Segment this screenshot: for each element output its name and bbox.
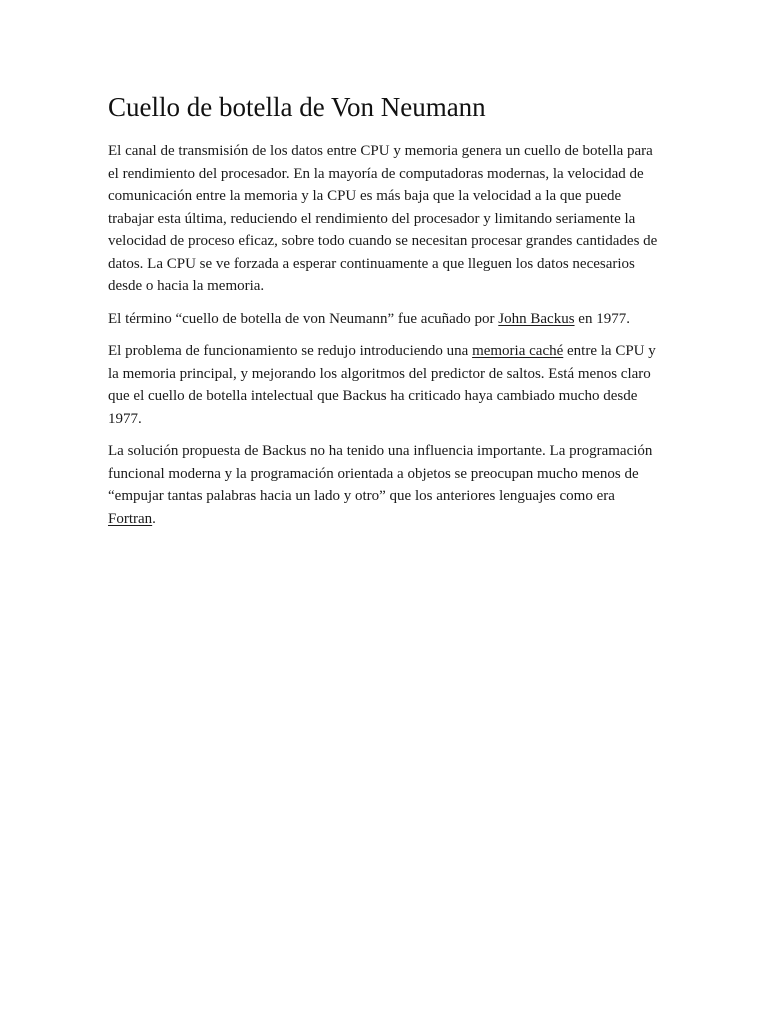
link-fortran[interactable]: Fortran [108, 510, 153, 527]
paragraph-3 [108, 340, 664, 430]
document-page [108, 90, 664, 540]
paragraph-1 [108, 140, 664, 298]
paragraph-2-text-before: El término “cuello de botella de von Neumann” fue acuñado por [108, 310, 499, 327]
link-memoria-cache[interactable]: memoria caché [472, 343, 564, 359]
paragraph-2 [108, 308, 664, 331]
link-john-backus[interactable]: John Backus [498, 310, 575, 327]
paragraph-4-text-after: . [152, 510, 156, 527]
paragraph-4-text-before: La solución propuesta de Backus no ha tenido una influencia importante. La programación funcional moderna y la programación orientada a objetos se preocupan mucho menos de “empujar tantas palabras hacia un lado y otro” que los anteriores lenguajes como era [108, 443, 653, 504]
paragraph-3-text-after: entre la CPU y la memoria principal, y mejorando los algoritmos del predictor de saltos. Está menos claro que el cuello de botella intelectual que Backus ha criticado haya cambiado mucho desde 1977. [108, 343, 656, 427]
paragraph-1-text: El canal de transmisión de los datos entre CPU y memoria genera un cuello de botella para el rendimiento del procesador. En la mayoría de computadoras modernas, la velocidad de comunicación entre la memoria y la CPU es más baja que la velocidad a la que puede trabajar esta última, reduciendo el rendimiento del procesador y limitando seriamente la velocidad de proceso eficaz, sobre todo cuando se necesitan procesar grandes cantidades de datos. La CPU se ve forzada a esperar continuamente a que lleguen los datos necesarios desde o hacia la memoria. [108, 143, 658, 294]
paragraph-2-text-after: en 1977. [574, 310, 630, 327]
paragraph-4 [108, 440, 664, 530]
paragraph-3-text-before: El problema de funcionamiento se redujo introduciendo una [108, 343, 473, 359]
page-title: Cuello de botella de Von Neumann [108, 92, 486, 122]
